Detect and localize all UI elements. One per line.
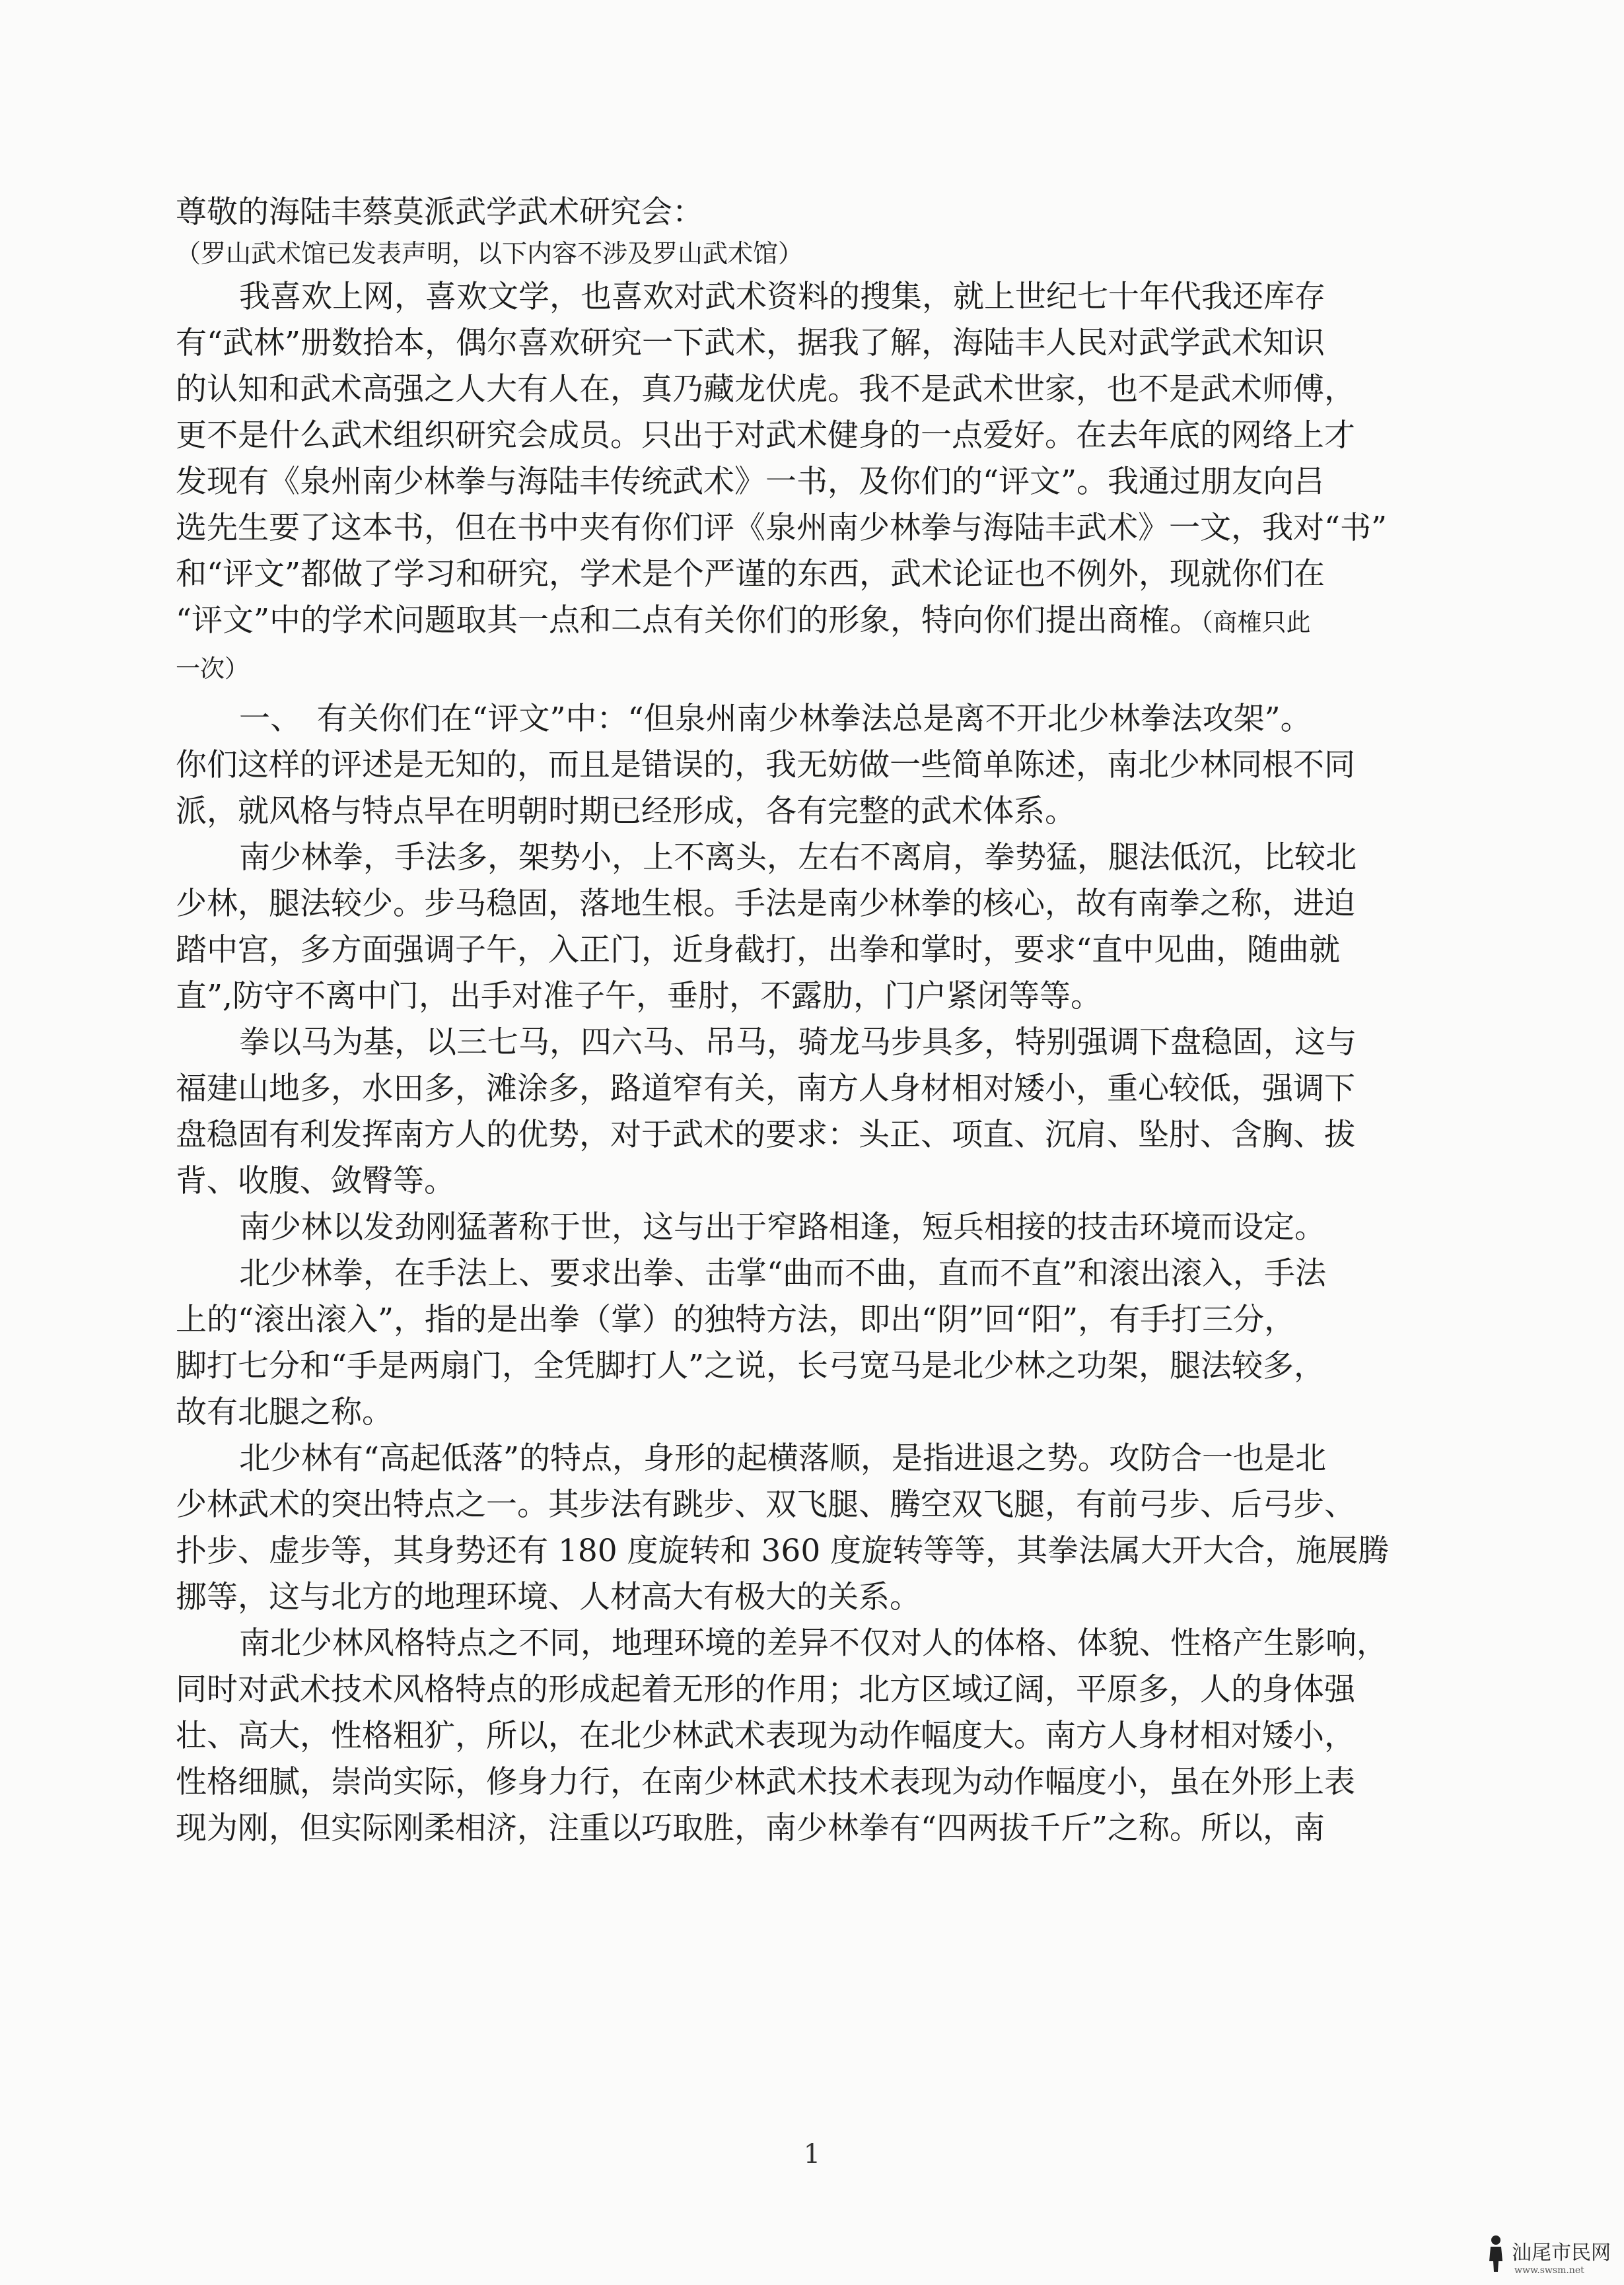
paragraph-line: 南北少林风格特点之不同，地理环境的差异不仅对人的体格、体貌、性格产生影响，	[239, 1627, 1388, 1661]
watermark-title: 汕尾市民网	[1512, 2241, 1611, 2265]
paragraph-stances	[176, 1026, 1450, 1199]
paragraph-line: 选先生要了这本书，但在书中夹有你们评《泉州南少林拳与海陆丰武术》一文，我对“书”	[176, 511, 1388, 545]
paragraph-line: 的认知和武术高强之人大有人在，真乃藏龙伏虎。我不是武术世家，也不是武术师傅，	[176, 372, 1355, 407]
paragraph-line: 故有北腿之称。	[176, 1395, 393, 1430]
paragraph-line: 背、收腹、敛臀等。	[176, 1164, 455, 1199]
paragraph-line: 你们这样的评述是无知的，而且是错误的，我无妨做一些简单陈述，南北少林同根不同	[176, 748, 1355, 783]
paragraph-line	[176, 604, 1450, 640]
paragraph-line: 同时对武术技术风格特点的形成起着无形的作用；北方区域辽阔，平原多，人的身体强	[176, 1673, 1355, 1707]
paragraph-line: 挪等，这与北方的地理环境、人材高大有极大的关系。	[176, 1580, 921, 1615]
paragraph-line: 南少林以发劲刚猛著称于世，这与出于窄路相逢，短兵相接的技击环境而设定。	[239, 1211, 1325, 1245]
paragraph-intro	[176, 280, 1450, 686]
paragraph-north-shaolin	[176, 1257, 1450, 1430]
paragraph-line: 上的“滚出滚入”，指的是出拳（掌）的独特方法，即出“阴”回“阳”，有手打三分，	[176, 1303, 1296, 1337]
site-watermark	[1483, 2232, 1615, 2278]
paragraph-line: 踏中宫，多方面强调子午，入正门，近身截打，出拳和掌时，要求“直中见曲，随曲就	[176, 933, 1341, 967]
paragraph-power	[176, 1211, 1450, 1245]
disclaimer-note: （罗山武术馆已发表声明，以下内容不涉及罗山武术馆）	[176, 239, 804, 268]
paragraph-north-features	[176, 1442, 1450, 1615]
paragraph-line: 我喜欢上网，喜欢文学，也喜欢对武术资料的搜集，就上世纪七十年代我还库存	[239, 280, 1325, 314]
paragraph-line: 发现有《泉州南少林拳与海陆丰传统武术》一书，及你们的“评文”。我通过朋友向吕	[176, 465, 1325, 499]
paragraph-line: 脚打七分和“手是两扇门，全凭脚打人”之说，长弓宽马是北少林之功架，腿法较多，	[176, 1349, 1325, 1384]
page-number: 1	[803, 2139, 821, 2169]
paragraph-line: 壮、高大，性格粗犷，所以，在北少林武术表现为动作幅度大。南方人身材相对矮小，	[176, 1719, 1355, 1753]
paragraph-line: 扑步、虚步等，其身势还有 180 度旋转和 360 度旋转等等，其拳法属大开大合，施展腾	[176, 1534, 1390, 1568]
paragraph-line: 北少林有“高起低落”的特点，身形的起横落顺，是指进退之势。攻防合一也是北	[239, 1442, 1327, 1476]
letter-body	[176, 195, 1450, 1858]
figure-logo-icon	[1483, 2233, 1509, 2273]
paragraph-line: 南少林拳，手法多，架势小，上不离头，左右不离肩，拳势猛，腿法低沉，比较北	[239, 841, 1357, 875]
paragraph-line: 北少林拳，在手法上、要求出拳、击掌“曲而不曲，直而不直”和滚出滚入，手法	[239, 1257, 1327, 1291]
paragraph-line-aside: （商榷只此	[1201, 608, 1311, 637]
paragraph-section-one	[176, 702, 1450, 829]
paragraph-line-main: “评文”中的学术问题取其一点和二点有关你们的形象，特向你们提出商榷。	[176, 604, 1201, 639]
paragraph-line: 盘稳固有利发挥南方人的优势，对于武术的要求：头正、项直、沉肩、坠肘、含胸、拔	[176, 1118, 1355, 1152]
paragraph-line-aside-tail: 一次）	[176, 654, 249, 683]
paragraph-line: 更不是什么武术组织研究会成员。只出于对武术健身的一点爱好。在去年底的网络上才	[176, 419, 1355, 453]
paragraph-comparison	[176, 1627, 1450, 1846]
watermark-url: www.swsm.net	[1514, 2265, 1584, 2276]
paragraph-line: 少林武术的突出特点之一。其步法有跳步、双飞腿、腾空双飞腿，有前弓步、后弓步、	[176, 1488, 1355, 1522]
paragraph-line: 一、 有关你们在“评文”中：“但泉州南少林拳法总是离不开北少林拳法攻架”。	[239, 702, 1312, 736]
salutation: 尊敬的海陆丰蔡莫派武学武术研究会：	[176, 195, 703, 230]
paragraph-line: 有“武林”册数拾本，偶尔喜欢研究一下武术，据我了解，海陆丰人民对武学武术知识	[176, 326, 1325, 361]
paragraph-line: 性格细腻，崇尚实际，修身力行，在南少林武术技术表现为动作幅度小，虽在外形上表	[176, 1765, 1355, 1800]
paragraph-line: 和“评文”都做了学习和研究，学术是个严谨的东西，武术论证也不例外，现就你们在	[176, 557, 1325, 592]
paragraph-line: 派，就风格与特点早在明朝时期已经形成，各有完整的武术体系。	[176, 794, 1076, 829]
paragraph-line: 现为刚，但实际刚柔相济，注重以巧取胜，南少林拳有“四两拔千斤”之称。所以，南	[176, 1811, 1325, 1846]
paragraph-line: 福建山地多，水田多，滩涂多，路道窄有关，南方人身材相对矮小，重心较低，强调下	[176, 1072, 1355, 1106]
paragraph-line: 拳以马为基，以三七马，四六马、吊马，骑龙马步具多，特别强调下盘稳固，这与	[239, 1026, 1357, 1060]
paragraph-line: 少林，腿法较少。步马稳固，落地生根。手法是南少林拳的核心，故有南拳之称，进迫	[176, 887, 1355, 921]
paragraph-line: 直”,防守不离中门，出手对准子午，垂肘，不露肋，门户紧闭等等。	[176, 979, 1102, 1014]
paragraph-south-shaolin	[176, 841, 1450, 1014]
